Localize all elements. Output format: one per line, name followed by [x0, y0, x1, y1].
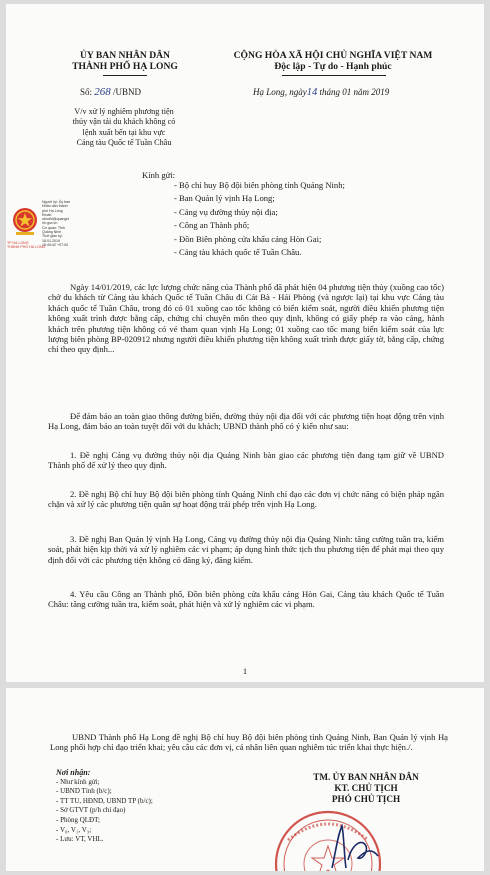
subject-block — [54, 107, 194, 149]
noi-nhan-item: - UBND Tỉnh (b/c); — [56, 787, 112, 796]
body-paragraph-5: 3. Đề nghị Ban Quản lý vịnh Hạ Long, Cảng vụ đường thủy nội địa Quảng Ninh: tăng cường tuần tra, kiểm soát, phát hiện kịp thời và xử lý nghiêm các vi phạm; áp dụng hình thức tịch thu phương tiện để phát mại theo quy định đối với các phương tiện không có đăng ký, đăng kiểm. — [48, 534, 444, 565]
noi-nhan-item: - Sở GTVT (p/h chỉ đạo) — [56, 806, 126, 815]
document-page-1 — [6, 4, 484, 682]
closing-paragraph: UBND Thành phố Hạ Long đề nghị Bộ chỉ huy Bộ đội biên phòng tỉnh Quảng Ninh, Ban Quản lý vịnh Hạ Long phối hợp chỉ đạo triển khai; yêu cầu các đơn vị, cá nhân liên quan nghiêm túc triển khai thực hiện./. — [50, 732, 448, 753]
subject-line: thủy vận tải du khách không có — [72, 117, 176, 127]
signer-title-3: PHÓ CHỦ TỊCH — [331, 794, 401, 805]
body-paragraph-1: Ngày 14/01/2019, các lực lượng chức năng của Thành phố đã phát hiện 04 phương tiện thủy (xuồng cao tốc) chở du khách từ Cảng tàu khách Quốc tế Tuần Châu đi Cát Bà - Hải Phòng (và ngược lại) tại khu vực Cảng tàu khách quốc tế Tuần Châu, trong đó có 01 xuồng cao tốc không có biển kiểm soát, người điều khiển phương tiện không xuất trình được bằng cấp, chứng chỉ chuyên môn theo quy định, không có giấy phép ra vào cảng, hành khách trên phương tiện không có vé tham quan vịnh Hạ Long; 01 xuồng cao tốc mang biển kiểm soát của lực lượng biên phòng BP-020912 nhưng người điều khiển phương tiện không xuất trình được giấy tờ, bằng cấp, chứng chỉ theo quy định... — [48, 282, 444, 355]
nation-line-2: Độc lập - Tự do - Hạnh phúc — [274, 61, 392, 73]
handwritten-number: 268 — [94, 86, 111, 98]
body-paragraph-3: 1. Đề nghị Cảng vụ đường thủy nội địa Quảng Ninh bàn giao các phương tiện đang tạm giữ về UBND Thành phố để xử lý theo quy định. — [48, 450, 444, 471]
recipients-copy-list — [56, 768, 226, 845]
digital-signature-info: Người ký: Ủy ban Nhân dân thành phố Hạ Long Email: ubndhl@quangni nh.gov.vn Cơ quan: Tỉnh Quảng Ninh Thời gian ký: 18.01.2019 15:49:42 +07:00 — [42, 200, 71, 247]
signer-title-1: TM. ỦY BAN NHÂN DÂN — [313, 772, 419, 782]
national-motto — [202, 50, 464, 73]
body-paragraph-4: 2. Đề nghị Bộ chỉ huy Bộ đội biên phòng tỉnh Quảng Ninh chỉ đạo các đơn vị chức năng có biện pháp ngăn chặn và xử lý các phương tiện quân sự hoạt động trái phép trên vịnh Hạ Long. — [48, 489, 444, 510]
signer-title-2: KT. CHỦ TỊCH — [334, 783, 398, 794]
page-number: 1 — [242, 666, 248, 676]
agency-line-1: ỦY BAN NHÂN DÂN — [80, 50, 170, 61]
noi-nhan-item: - Như kính gửi; — [56, 777, 100, 786]
national-emblem-icon — [10, 206, 40, 240]
issue-date: Hạ Long, ngày14 tháng 01 năm 2019 — [253, 87, 390, 98]
noi-nhan-label: Nơi nhận: — [56, 768, 91, 777]
emblem-caption-2: THÀNH PHỐ HẠ LONG — [7, 245, 46, 249]
subject-line: V/v xử lý nghiêm phương tiện — [74, 107, 174, 116]
nation-line-1: CỘNG HÒA XÃ HỘI CHỦ NGHĨA VIỆT NAM — [233, 50, 433, 61]
document-number: Số: 268 /UBND — [80, 86, 142, 98]
motto-underline — [282, 75, 386, 76]
handwritten-signature-icon — [322, 820, 392, 870]
issuing-agency — [50, 50, 200, 73]
subject-line: Cảng tàu Quốc tế Tuần Châu — [76, 138, 172, 148]
recipient-item: - Ban Quản lý vịnh Hạ Long; — [174, 193, 275, 204]
noi-nhan-item: - V₀, V₁, V₃; — [56, 825, 92, 834]
body-paragraph-2: Để đảm bảo an toàn giao thông đường biển, đường thủy nội địa đối với các phương tiện hoạt động trên vịnh Hạ Long, đảm bảo an toàn tuyệt đối với du khách; UBND thành phố có ý kiến như sau: — [48, 411, 444, 432]
noi-nhan-item: - Lưu: VT, VHL. — [56, 835, 104, 844]
handwritten-day: 14 — [306, 87, 318, 98]
recipients-label: Kính gửi: — [142, 170, 176, 180]
emblem-caption: TP HẠ LONG — [7, 241, 29, 245]
recipient-item: - Cảng vụ đường thủy nội địa; — [174, 206, 278, 217]
noi-nhan-item: - Phòng QLĐT; — [56, 815, 100, 824]
recipient-item: - Công an Thành phố; — [174, 220, 250, 231]
body-paragraph-6: 4. Yêu cầu Công an Thành phố, Đồn biên phòng cửa khẩu cảng Hòn Gai, Cảng tàu khách Quốc tế Tuần Châu: tăng cường tuần tra, kiểm soát, phát hiện và xử lý nghiêm các vi phạm. — [48, 589, 444, 610]
recipient-item: - Bộ chỉ huy Bộ đội biên phòng tỉnh Quảng Ninh; — [174, 180, 345, 190]
recipient-item: - Đồn Biên phòng cửa khẩu cảng Hòn Gai; — [174, 233, 322, 244]
document-page-2 — [6, 688, 484, 871]
recipient-item: - Cảng tàu khách quốc tế Tuần Châu. — [174, 247, 302, 258]
recipients-list — [174, 179, 345, 259]
noi-nhan-item: - TT TU, HĐND, UBND TP (b/c); — [56, 796, 153, 805]
agency-line-2: THÀNH PHỐ HẠ LONG — [72, 61, 178, 73]
subject-line: lệnh xuất bến tại khu vực — [82, 127, 166, 137]
agency-underline — [103, 75, 147, 76]
